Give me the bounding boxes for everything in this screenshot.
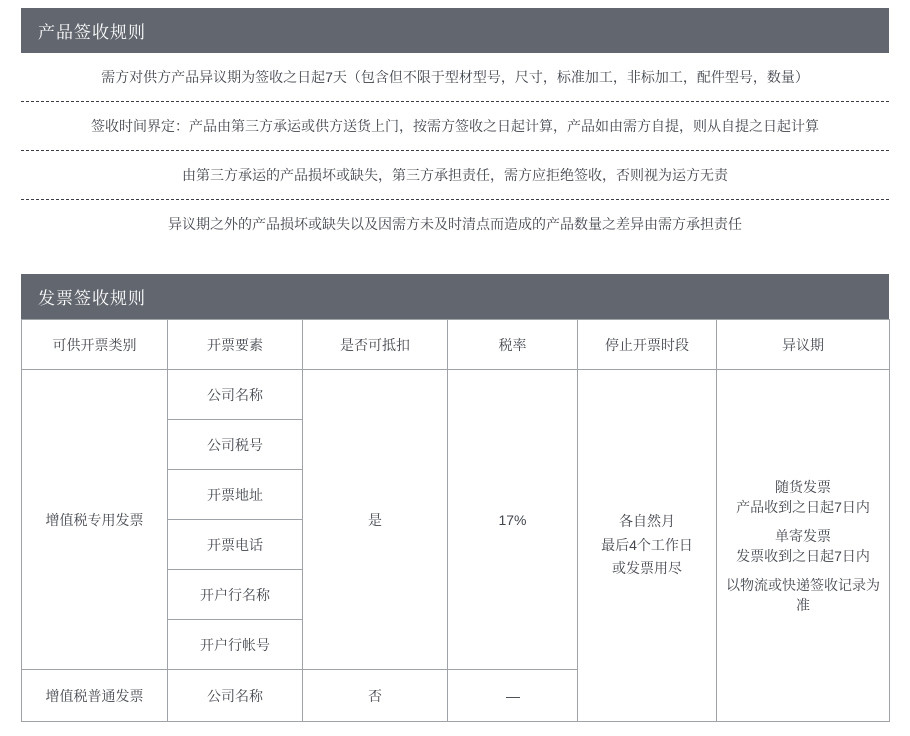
table-row <box>22 370 890 420</box>
invoice-rules-title: 发票签收规则 <box>38 289 146 308</box>
cell-invoice-element: 开户行帐号 <box>168 620 303 670</box>
column-header-category: 可供开票类别 <box>22 320 168 370</box>
cell-invoice-element: 开票电话 <box>168 520 303 570</box>
product-rule-text: 异议期之外的产品损坏或缺失以及因需方未及时清点而造成的产品数量之差异由需方承担责任 <box>168 216 742 232</box>
product-rules-header-bar <box>21 8 889 53</box>
dispute-mailed-title: 单寄发票 <box>775 527 831 544</box>
dispute-with-goods-text: 产品收到之日起7日内 <box>736 498 870 515</box>
cell-general-invoice-tax-rate: — <box>448 670 578 722</box>
product-rule-item <box>21 53 889 102</box>
column-header-elements: 开票要素 <box>168 320 303 370</box>
cell-general-invoice-deductible: 否 <box>303 670 448 722</box>
dispute-note <box>721 575 885 615</box>
product-rule-text: 由第三方承运的产品损坏或缺失，第三方承担责任，需方应拒绝签收，否则视为运方无责 <box>182 167 728 183</box>
product-rule-text: 需方对供方产品异议期为签收之日起7天（包含但不限于型材型号，尺寸，标准加工，非标加工，配件型号，数量） <box>101 69 809 85</box>
invoice-rules-section <box>21 274 889 722</box>
cell-dispute-period <box>717 370 890 722</box>
product-rules-title: 产品签收规则 <box>38 23 146 42</box>
column-header-deductible: 是否可抵扣 <box>303 320 448 370</box>
stop-period-line: 最后4个工作日 <box>601 536 693 553</box>
dispute-mailed-group <box>721 526 885 566</box>
product-rule-text: 签收时间界定：产品由第三方承运或供方送货上门，按需方签收之日起计算，产品如由需方自提，则从自提之日起计算 <box>91 118 819 134</box>
column-header-tax-rate: 税率 <box>448 320 578 370</box>
product-rule-item <box>21 102 889 151</box>
cell-special-invoice-category: 增值税专用发票 <box>22 370 168 670</box>
cell-invoice-element: 公司名称 <box>168 370 303 420</box>
cell-invoice-element: 开票地址 <box>168 470 303 520</box>
stop-period-line: 或发票用尽 <box>612 560 682 577</box>
stop-period-line: 各自然月 <box>619 512 675 529</box>
dispute-mailed-text: 发票收到之日起7日内 <box>736 547 870 564</box>
column-header-dispute-period: 异议期 <box>717 320 890 370</box>
cell-invoice-element: 开户行名称 <box>168 570 303 620</box>
invoice-rules-header-bar <box>21 274 889 319</box>
cell-special-invoice-deductible: 是 <box>303 370 448 670</box>
cell-invoice-element: 公司税号 <box>168 420 303 470</box>
cell-special-invoice-tax-rate: 17% <box>448 370 578 670</box>
dispute-with-goods-group <box>721 477 885 517</box>
product-rule-item <box>21 151 889 200</box>
cell-invoice-element: 公司名称 <box>168 670 303 722</box>
dispute-with-goods-title: 随货发票 <box>775 478 831 495</box>
dispute-note-text: 以物流或快递签收记录为准 <box>726 576 880 613</box>
column-header-stop-period: 停止开票时段 <box>578 320 717 370</box>
cell-general-invoice-category: 增值税普通发票 <box>22 670 168 722</box>
table-header-row <box>22 320 890 370</box>
cell-stop-period <box>578 370 717 722</box>
invoice-rules-table <box>21 319 890 722</box>
product-rule-item <box>21 200 889 248</box>
product-rules-list <box>21 53 889 248</box>
